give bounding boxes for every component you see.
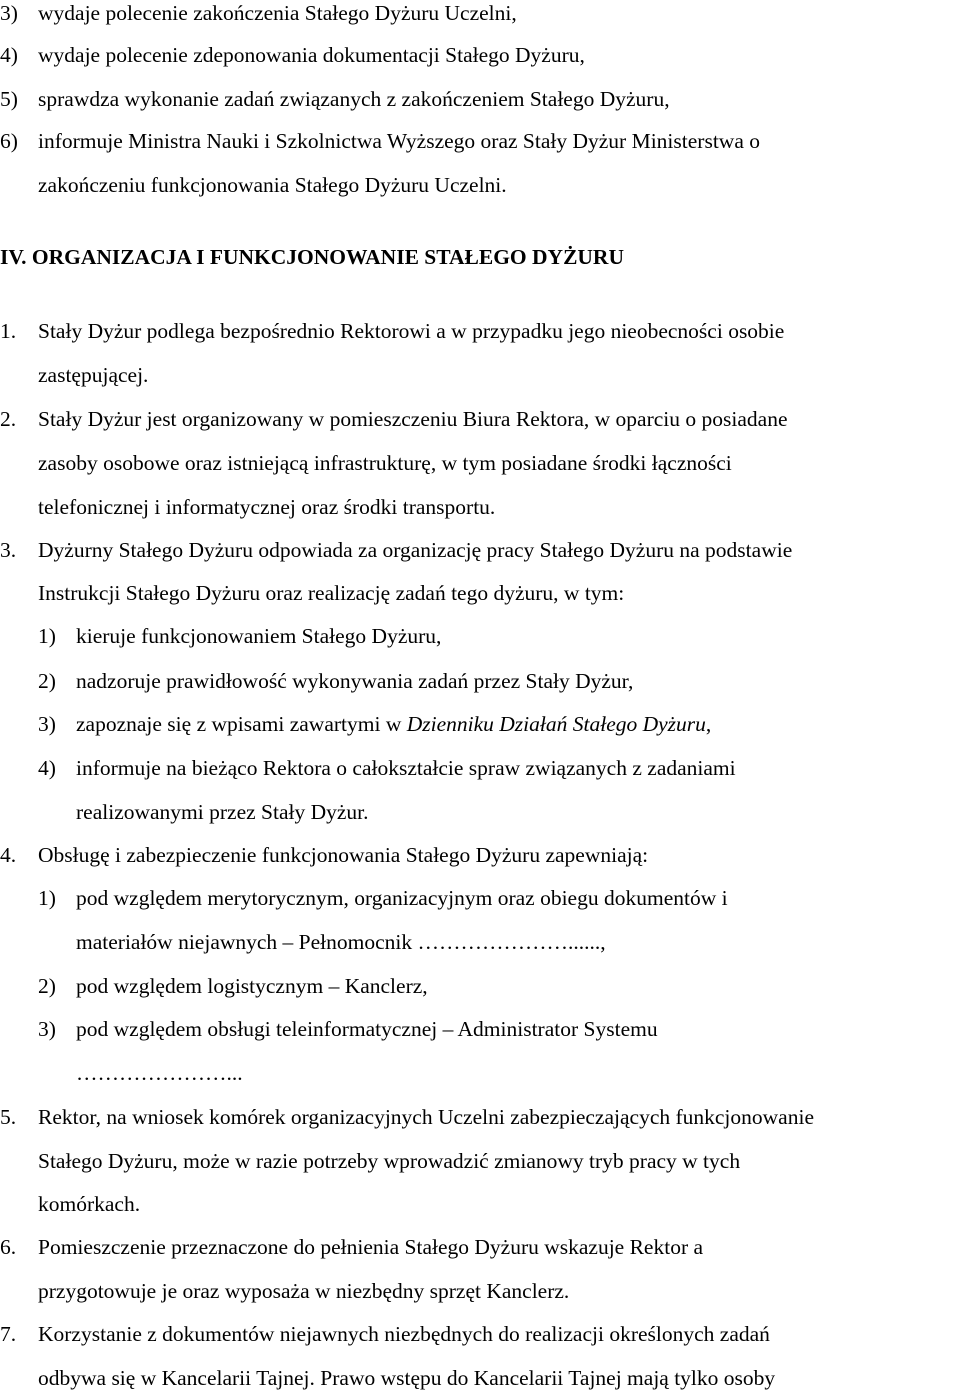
item-number: 1) <box>38 624 56 648</box>
paragraph-text: Obsługę i zabezpieczenie funkcjonowania Stałego Dyżuru zapewniają: <box>38 843 649 867</box>
item-text: pod względem obsługi teleinformatycznej – Administrator Systemu <box>76 1017 658 1041</box>
paragraph-number: 7. <box>0 1322 17 1346</box>
paragraph-text: Dyżurny Stałego Dyżuru odpowiada za organizację pracy Stałego Dyżuru na podstawie <box>38 538 793 562</box>
item-text: wydaje polecenie zakończenia Stałego Dyżuru Uczelni, <box>38 1 517 25</box>
item-number: 3) <box>38 712 56 736</box>
item-text: pod względem merytorycznym, organizacyjnym oraz obiegu dokumentów i <box>76 886 728 910</box>
paragraph-text: Stały Dyżur jest organizowany w pomieszczeniu Biura Rektora, w oparciu o posiadane <box>38 407 788 431</box>
paragraph-text: Rektor, na wniosek komórek organizacyjnych Uczelni zabezpieczających funkcjonowanie <box>38 1105 814 1129</box>
paragraph-text: Korzystanie z dokumentów niejawnych niezbędnych do realizacji określonych zadań <box>38 1322 770 1346</box>
item-text: sprawdza wykonanie zadań związanych z zakończeniem Stałego Dyżuru, <box>38 87 670 111</box>
paragraph-number: 4. <box>0 843 17 867</box>
item-number: 2) <box>38 974 56 998</box>
section-heading: IV. ORGANIZACJA I FUNKCJONOWANIE STAŁEGO DYŻURU <box>0 245 624 269</box>
item-number: 4) <box>38 756 56 780</box>
item-number: 1) <box>38 886 56 910</box>
paragraph-text: Stałego Dyżuru, może w razie potrzeby wprowadzić zmianowy tryb pracy w tych <box>38 1149 741 1173</box>
item-text: realizowanymi przez Stały Dyżur. <box>76 800 369 824</box>
item-text: informuje Ministra Nauki i Szkolnictwa Wyższego oraz Stały Dyżur Ministerstwa o <box>38 129 760 153</box>
item-number: 3) <box>0 1 18 25</box>
item-number: 5) <box>0 87 18 111</box>
item-text-part: zapoznaje się z wpisami zawartymi w <box>76 712 407 736</box>
item-number: 2) <box>38 669 56 693</box>
paragraph-text: Stały Dyżur podlega bezpośrednio Rektorowi a w przypadku jego nieobecności osobie <box>38 319 785 343</box>
paragraph-number: 6. <box>0 1235 17 1259</box>
item-text: …………………... <box>76 1061 243 1085</box>
paragraph-text: zasoby osobowe oraz istniejącą infrastrukturę, w tym posiadane środki łączności <box>38 451 732 475</box>
item-number: 6) <box>0 129 18 153</box>
item-text: kieruje funkcjonowaniem Stałego Dyżuru, <box>76 624 442 648</box>
paragraph-text: Instrukcji Stałego Dyżuru oraz realizację zadań tego dyżuru, w tym: <box>38 581 625 605</box>
paragraph-number: 3. <box>0 538 17 562</box>
item-text: pod względem logistycznym – Kanclerz, <box>76 974 428 998</box>
paragraph-number: 1. <box>0 319 17 343</box>
paragraph-text: zastępującej. <box>38 363 149 387</box>
paragraph-text: odbywa się w Kancelarii Tajnej. Prawo wstępu do Kancelarii Tajnej mają tylko osoby <box>38 1366 776 1390</box>
item-text-italic: Dzienniku Działań Stałego Dyżuru <box>406 712 706 736</box>
item-text: materiałów niejawnych – Pełnomocnik …………………......, <box>76 930 606 954</box>
paragraph-text: Pomieszczenie przeznaczone do pełnienia Stałego Dyżuru wskazuje Rektor a <box>38 1235 704 1259</box>
paragraph-number: 2. <box>0 407 17 431</box>
item-text <box>76 710 711 738</box>
item-text-part: , <box>705 712 712 736</box>
paragraph-text: telefonicznej i informatycznej oraz środki transportu. <box>38 495 496 519</box>
paragraph-text: komórkach. <box>38 1192 141 1216</box>
item-number: 3) <box>38 1017 56 1041</box>
item-text: informuje na bieżąco Rektora o całokształcie spraw związanych z zadaniami <box>76 756 736 780</box>
paragraph-text: przygotowuje je oraz wyposaża w niezbędny sprzęt Kanclerz. <box>38 1279 570 1303</box>
paragraph-number: 5. <box>0 1105 17 1129</box>
item-text: wydaje polecenie zdeponowania dokumentacji Stałego Dyżuru, <box>38 43 585 67</box>
item-text: zakończeniu funkcjonowania Stałego Dyżuru Uczelni. <box>38 173 507 197</box>
item-number: 4) <box>0 43 18 67</box>
item-text: nadzoruje prawidłowość wykonywania zadań przez Stały Dyżur, <box>76 669 634 693</box>
